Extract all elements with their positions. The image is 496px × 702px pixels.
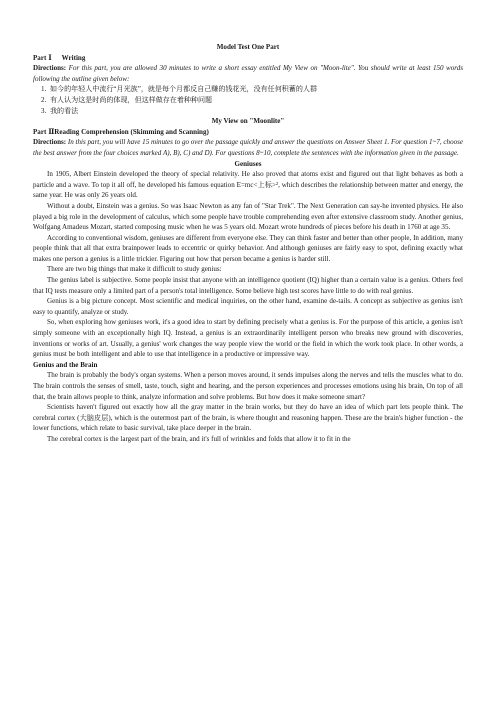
outline-list	[33, 84, 463, 116]
document-title: Model Test One Part	[216, 43, 280, 51]
outline-item	[33, 106, 463, 117]
document-page	[33, 42, 463, 445]
outline-item	[33, 84, 463, 95]
passage-paragraph: The genius label is subjective. Some people insist that anyone with an intelligence quotient (IQ) higher than a certain value is a genius. Others feel that IQ tests measure only a limited part of a person's total intelligence. Some believe high test scores have little to do with real genius.	[33, 276, 463, 295]
writing-directions-text: For this part, you are allowed 30 minutes to write a short essay entitled My View on "Moon-lite". You should write at least 150 words following the outline given below:	[33, 64, 463, 83]
reading-directions-label: Directions:	[33, 138, 67, 147]
passage-title: Geniuses	[234, 159, 262, 168]
writing-directions-label: Directions:	[33, 64, 67, 73]
outline-item-text: 我的看法	[50, 106, 79, 115]
passage-paragraph: According to conventional wisdom, geniuses are different from everyone else. They can think faster and better than other people, In addition, many people think that all that extra brainpower leads to eccentric or quirky behavior. And although geniuses are fairly easy to spot, defining exactly what makes one person a genius is a little trickier. Figuring out how that person became a genius is harder still.	[33, 233, 463, 263]
passage-paragraph: Without a doubt, Einstein was a genius. So was Isaac Newton as any fan of "Star Trek". The Next Generation can say-he invented physics. He also played a big role in the development of calculus, which some people have trouble comprehending even after extensive classroom study. Another genius, Wolfgang Amadeus Mozart, started composing music when he was 5 years old. Mozart wrote hundreds of pieces before his death in 1760 at age 35.	[33, 201, 463, 232]
part-one-name: Writing	[61, 53, 86, 62]
passage-paragraph: The cerebral cortex is the largest part of the brain, and it's full of wrinkles and folds that allow it to fit in the	[47, 434, 351, 443]
outline-item-number: 2.	[41, 95, 47, 104]
part-one-label: Part	[33, 53, 47, 62]
passage-paragraph: The brain is probably the body's organ systems. When a person moves around, it sends impulses along the nerves and tells the muscles what to do. The brain controls the senses of smell, taste, touch, sight and hearing, and the person experiences and processes emotions using his brain, On top of all that, the brain allows people to think, analyze information and solve problems. But how does it make someone smart?	[33, 371, 463, 401]
outline-item-text: 有人认为这是时尚的体现，但这样做存在着种种问题	[50, 95, 213, 104]
passage-paragraph: In 1905, Albert Einstein developed the theory of special relativity. He also proved that atoms exist and figured out that light behaves as both a particle and a wave. To top it all off, he developed his famous equation E=mc<上标>², which describes the relationship between matter and energy, the same year. He was only 26 years old.	[33, 170, 463, 200]
writing-directions	[33, 63, 463, 84]
subsection-title: Genius and the Brain	[33, 360, 98, 369]
outline-item-text: 如今的年轻人中流行“月光族”，就是每个月都反自己赚的钱花光，没有任何积蓄的人群	[50, 85, 317, 94]
reading-directions-text: In this part, you will have 15 minutes to go over the passage quickly and answer the questions on Answer Sheet 1. For question 1~7, choose the best answer from the four choices marked A), B), C) and D). For questions 8~10, complete the sentences with the information given in the passage.	[33, 138, 463, 157]
passage-paragraph: Scientists haven't figured out exactly how all the gray matter in the brain works, but they do have an idea of which part lets people think. The cerebral cortex (大脑皮层), which is the outermost part of the brain, is where thought and reasoning happen. These are the brain's higher function - the lower functions, which relate to basic survival, take place deeper in the brain.	[33, 403, 463, 433]
passage-paragraph: There are two big things that make it difficult to study genius:	[47, 265, 222, 274]
part-one-heading	[33, 53, 463, 64]
part-one-number: Ⅰ	[48, 53, 52, 62]
part-two-name: Reading Comprehension (Skimming and Scanning)	[54, 127, 209, 136]
outline-item-number: 1.	[41, 85, 47, 94]
reading-directions	[33, 137, 463, 158]
outline-item-number: 3.	[41, 106, 47, 115]
outline-item	[33, 95, 463, 106]
essay-title: My View on "Moonlite"	[211, 117, 285, 126]
part-two-number: Ⅱ	[48, 127, 55, 136]
passage-paragraph: Genius is a big picture concept. Most scientific and medical inquiries, on the other hand, examine de-tails. A concept as subjective as genius isn't easy to quantify, analyze or study.	[33, 297, 463, 316]
part-two-label: Part	[33, 127, 47, 136]
passage-paragraph: So, when exploring how geniuses work, it's a good idea to start by defining precisely what a genius is. For the purpose of this article, a genius isn't simply someone with an exceptionally high IQ. Instead, a genius is an extraordinarily intelligent person who breaks new ground with discoveries, inventions or works of art. Usually, a genius' work changes the way people view the world or the field in which the work took place. In other words, a genius must be both intelligent and able to use that intelligence in a productive or impressive way.	[33, 318, 463, 359]
part-two-heading	[33, 127, 463, 138]
